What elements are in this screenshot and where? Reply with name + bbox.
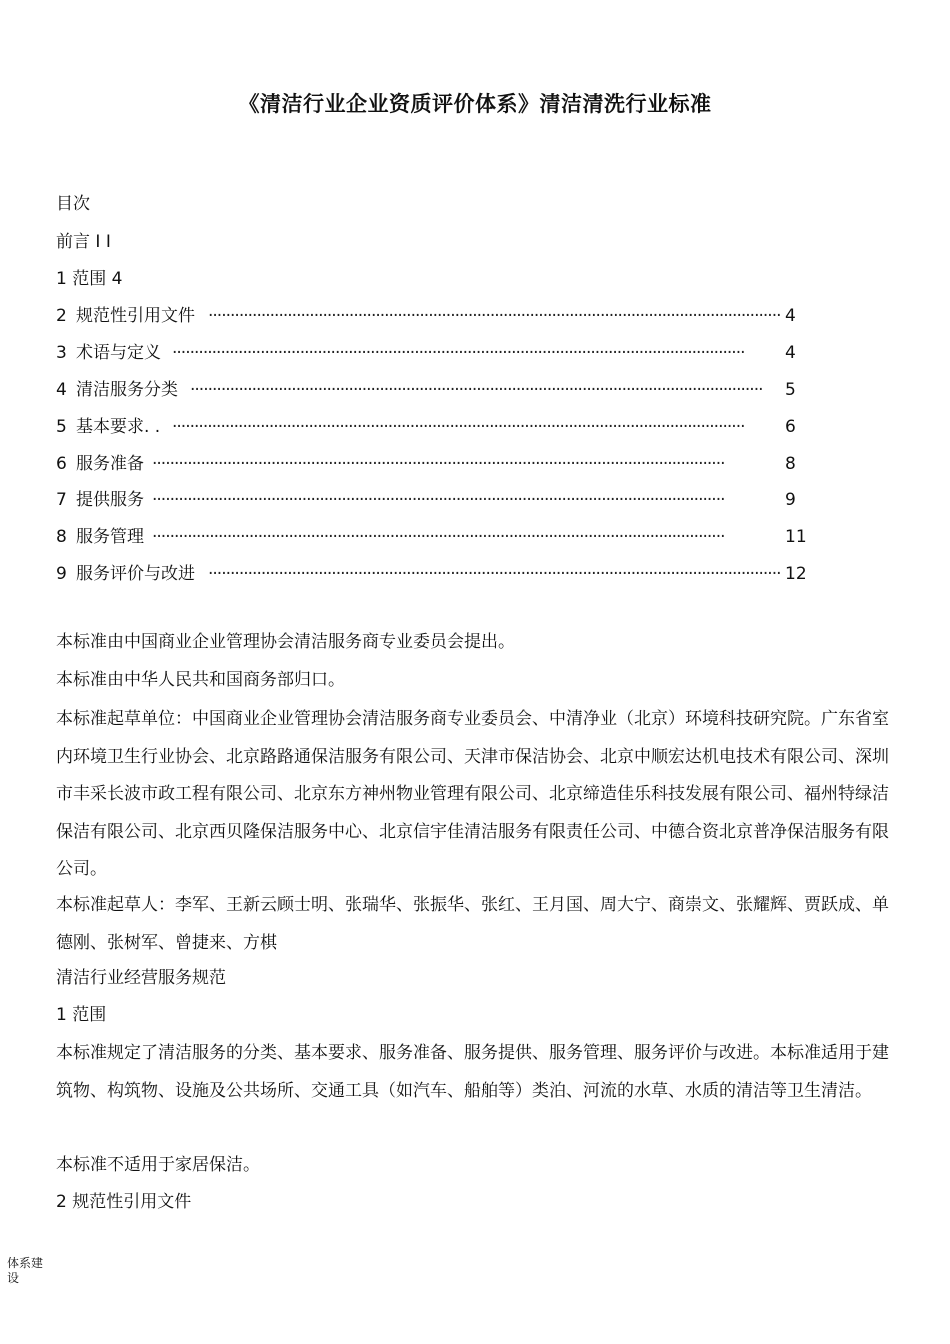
toc-entry [56, 563, 816, 585]
toc-entry-page: 4 [785, 306, 796, 326]
drafters-paragraph: 本标准起草人：李军、王新云顾士明、张瑞华、张振华、张红、王月国、周大宁、商崇文、张耀辉、贾跃成、单德刚、张树军、曾捷来、方棋 [56, 895, 889, 953]
toc-entry-number: 7 [56, 490, 67, 510]
section-heading: 2 规范性引用文件 [56, 1192, 192, 1212]
section-heading: 1 范围 [56, 1005, 107, 1025]
toc-entry-number: 3 [56, 343, 67, 363]
paragraph: 本标准由中国商业企业管理协会清洁服务商专业委员会提出。 [56, 632, 515, 652]
toc-dot-leader: ·································································································································· [190, 380, 763, 400]
drafting-units-paragraph: 本标准起草单位：中国商业企业管理协会清洁服务商专业委员会、中清净业（北京）环境科技研究院。广东省室内环境卫生行业协会、北京路路通保洁服务有限公司、天津市保洁协会、北京中顺宏达机电技术有限公司、深圳市丰采长波市政工程有限公司、北京东方神州物业管理有限公司、北京缔造佳乐科技发展有限公司、福州特绿洁保洁有限公司、北京西贝隆保洁服务中心、北京信宇佳清洁服务有限责任公司、中德合资北京普净保洁服务有限公司。 [56, 709, 889, 879]
toc-entry-number: 6 [56, 454, 67, 474]
scope-paragraph: 本标准规定了清洁服务的分类、基本要求、服务准备、服务提供、服务管理、服务评价与改进。本标准适用于建筑物、构筑物、设施及公共场所、交通工具（如汽车、船舶等）类泊、河流的水草、水质的清洁等卫生清洁。 [56, 1043, 889, 1101]
footer-text: 体系建设 [7, 1256, 44, 1285]
toc-heading: 目次 [56, 194, 90, 214]
toc-entry-label: 术语与定义 [76, 343, 161, 363]
toc-dot-leader: ·································································································································· [152, 454, 725, 474]
toc-entry-label: 规范性引用文件 [76, 306, 195, 326]
section-heading: 清洁行业经营服务规范 [56, 968, 226, 988]
toc-entry [56, 416, 816, 438]
toc-entry-page: 9 [785, 490, 796, 510]
toc-dot-leader: ·································································································································· [172, 417, 745, 437]
toc-dot-leader: ·································································································································· [208, 564, 781, 584]
paragraph: 本标准由中华人民共和国商务部归口。 [56, 670, 345, 690]
paragraph: 本标准不适用于家居保洁。 [56, 1155, 260, 1175]
toc-entry [56, 526, 816, 548]
toc-entry-label: 服务评价与改进 [76, 564, 195, 584]
toc-dot-leader: ·································································································································· [152, 490, 725, 510]
toc-entry [56, 453, 816, 475]
toc-entry-scope: 1 范围 4 [56, 269, 123, 289]
toc-entry-page: 11 [785, 527, 807, 547]
toc-entry [56, 489, 816, 511]
toc-entry-label: 清洁服务分类 [76, 380, 178, 400]
toc-entry-page: 6 [785, 417, 796, 437]
toc-dot-leader: ·································································································································· [172, 343, 745, 363]
toc-entry [56, 305, 816, 327]
toc-dot-leader: ·································································································································· [208, 306, 781, 326]
toc-entry-label: 服务准备 [76, 454, 144, 474]
toc-entry-page: 8 [785, 454, 796, 474]
toc-entry-label: 提供服务 [76, 490, 144, 510]
toc-entry-page: 12 [785, 564, 807, 584]
toc-entry-preface: 前言 I I [56, 232, 111, 252]
toc-entry [56, 379, 816, 401]
toc-entry-page: 4 [785, 343, 796, 363]
toc-entry-page: 5 [785, 380, 796, 400]
toc-entry-label: 基本要求. . [76, 417, 161, 437]
toc-dot-leader: ·································································································································· [152, 527, 725, 547]
toc-entry-number: 4 [56, 380, 67, 400]
toc-entry-number: 2 [56, 306, 67, 326]
document-title: 《清洁行业企业资质评价体系》清洁清洗行业标准 [238, 92, 712, 116]
toc-entry-number: 9 [56, 564, 67, 584]
toc-entry-label: 服务管理 [76, 527, 144, 547]
toc-entry-number: 8 [56, 527, 67, 547]
toc-entry [56, 342, 816, 364]
toc-entry-number: 5 [56, 417, 67, 437]
